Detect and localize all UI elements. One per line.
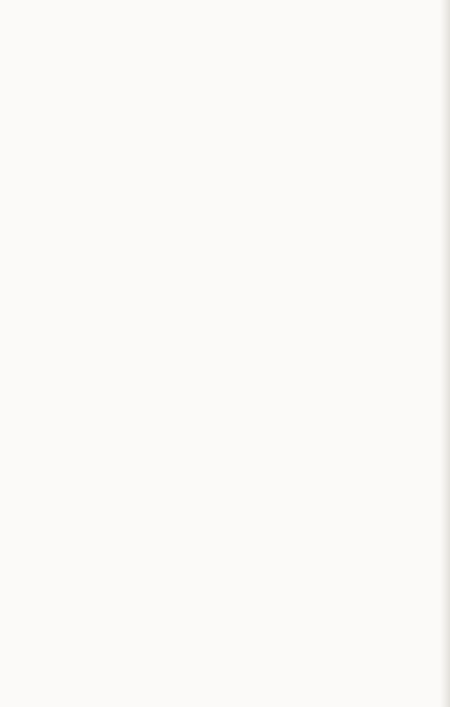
page-spine-shadow (440, 0, 450, 707)
